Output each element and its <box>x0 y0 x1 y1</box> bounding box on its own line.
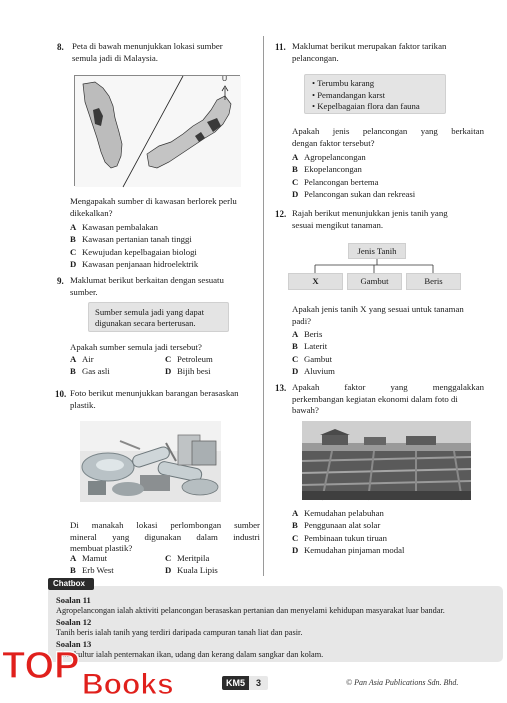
fish-farm-photo-svg <box>302 421 471 500</box>
q12-stem-line: sesuai mengikut tanaman. <box>292 219 384 230</box>
q8-stem-line: Peta di bawah menunjukkan lokasi sumber <box>72 41 223 51</box>
option-letter: C <box>292 532 299 543</box>
option-letter: B <box>292 520 298 531</box>
q11-bullet: • Terumbu karang <box>312 78 375 88</box>
q9-stem-line: sumber. <box>70 286 98 297</box>
q8-stem-line: semula jadi di Malaysia. <box>72 52 158 63</box>
q12-option[interactable] <box>292 353 484 365</box>
q13-stem-line: Apakah faktor yang menggalakkan <box>292 382 484 392</box>
option-letter: A <box>292 329 299 339</box>
q10-stem-line: plastik. <box>70 399 96 410</box>
option-text: Air <box>82 354 94 364</box>
page-number: 3 <box>249 676 268 690</box>
option-letter: C <box>165 354 172 364</box>
option-letter: B <box>292 341 298 352</box>
q12-question-line: Apakah jenis tanih X yang sesuai untuk tanaman <box>292 304 464 314</box>
q10-option[interactable] <box>165 552 260 564</box>
option-letter: C <box>165 553 172 563</box>
option-letter: C <box>292 353 299 364</box>
q10-option[interactable] <box>165 564 260 576</box>
q13-stem <box>292 382 484 417</box>
q8-option[interactable] <box>70 233 260 245</box>
chatbox-text: Agropelancongan ialah aktiviti pelancongan berasaskan pertanian dan menyelami kehidupan masyarakat luar bandar. <box>56 606 445 615</box>
option-letter: B <box>70 565 76 576</box>
q12-question <box>292 304 484 327</box>
option-text: Penggunaan alat solar <box>304 520 381 531</box>
option-letter: B <box>70 366 76 377</box>
option-text: Aluvium <box>304 366 335 377</box>
bullet-text: Terumbu karang <box>317 78 375 88</box>
option-text: Beris <box>304 329 323 339</box>
option-text: Kawasan pertanian tanah tinggi <box>82 234 192 245</box>
q12-stem-line: Rajah berikut menunjukkan jenis tanih yang <box>292 208 448 218</box>
bullet-text: Kepelbagaian flora dan fauna <box>317 101 420 112</box>
option-text: Bijih besi <box>177 366 211 377</box>
q10-option[interactable] <box>70 564 165 576</box>
q11-option[interactable] <box>292 163 484 175</box>
q9-box-line: Sumber semula jadi yang dapat <box>95 307 205 317</box>
soil-tree-child-gambut: Gambut <box>347 273 402 290</box>
option-letter: A <box>70 222 77 232</box>
chatbox-heading: Soalan 11 <box>56 595 91 605</box>
page-badge <box>222 676 268 690</box>
option-letter: A <box>70 354 77 364</box>
topbooks-logo-svg <box>0 638 174 701</box>
q9-option[interactable] <box>70 353 165 365</box>
q11-bullet: • Kepelbagaian flora dan fauna <box>312 101 420 112</box>
q11-stem <box>292 41 484 64</box>
soil-tree-child-x: X <box>288 273 343 290</box>
option-text: Kuala Lipis <box>177 565 218 576</box>
option-text: Kawasan penjanaan hidroelektrik <box>82 259 199 270</box>
chatbox-text: Tanih beris ialah tanih yang terdiri daripada campuran tanah liat dan pasir. <box>56 628 303 637</box>
option-letter: D <box>70 259 77 270</box>
q11-option[interactable] <box>292 188 484 200</box>
copyright: © Pan Asia Publications Sdn. Bhd. <box>346 678 459 687</box>
q9-options <box>70 353 260 378</box>
chatbox-heading: Soalan 12 <box>56 617 92 627</box>
q10-question-line: mineral yang digunakan dalam industri <box>70 531 260 542</box>
option-text: Kewujudan kepelbagaian biologi <box>82 246 197 257</box>
option-letter: D <box>292 189 299 200</box>
column-divider <box>263 36 264 576</box>
chatbox-tab: Chatbox <box>48 578 94 590</box>
q8-question <box>70 196 260 219</box>
q10-question-line: membuat plastik? <box>70 543 133 554</box>
q12-question-line: padi? <box>292 315 312 326</box>
q10-options <box>70 552 260 577</box>
option-text: Kemudahan pelabuhan <box>304 508 384 518</box>
q13-stem-line: perkembangan kegiatan ekonomi dalam foto di <box>292 393 458 404</box>
option-text: Meritpila <box>177 553 210 563</box>
q13-option[interactable] <box>292 544 484 556</box>
q11-info-box <box>304 74 446 114</box>
option-text: Agropelancongan <box>304 152 366 162</box>
q9-stem-line: Maklumat berikut berkaitan dengan sesuatu <box>70 275 224 285</box>
q11-bullet: • Pemandangan karst <box>312 89 386 100</box>
q11-question-line: dengan faktor tersebut? <box>292 137 375 148</box>
chatbox-text: Akuakultur ialah penternakan ikan, udang dan kerang dalam sangkar dan kolam. <box>56 650 324 659</box>
option-text: Mamut <box>82 553 108 563</box>
q8-options <box>70 221 260 270</box>
q11-question <box>292 126 484 149</box>
q10-question-line: Di manakah lokasi perlombongan sumber <box>70 520 260 530</box>
plastic-items-photo <box>80 421 221 502</box>
bullet-text: Pemandangan karst <box>317 89 386 100</box>
q11-stem-line: pelancongan. <box>292 52 339 63</box>
q13-number: 13. <box>275 383 287 393</box>
malaysia-map <box>74 75 240 186</box>
q12-options <box>292 328 484 377</box>
q12-option[interactable] <box>292 365 484 377</box>
q13-option[interactable] <box>292 519 484 531</box>
option-letter: D <box>165 366 172 377</box>
q8-number: 8. <box>57 42 64 52</box>
q9-option[interactable] <box>70 365 165 377</box>
q11-question-line: Apakah jenis pelancongan yang berkaitan <box>292 126 484 136</box>
page-badge-code: KM5 <box>222 676 249 690</box>
option-text: Kawasan pembalakan <box>82 222 158 232</box>
q10-number: 10. <box>55 389 67 399</box>
q10-question <box>70 520 260 555</box>
q12-option[interactable] <box>292 340 484 352</box>
q9-option[interactable] <box>165 353 260 365</box>
q10-stem-line: Foto berikut menunjukkan barangan berasaskan <box>70 388 239 398</box>
north-label: U <box>222 76 228 83</box>
q9-info-box <box>88 302 229 332</box>
option-text: Erb West <box>82 565 114 576</box>
option-letter: D <box>165 565 172 576</box>
q11-option[interactable] <box>292 151 484 163</box>
option-letter: C <box>292 176 299 187</box>
svg-text:TOP: TOP <box>2 645 80 687</box>
q11-number: 11. <box>275 42 286 52</box>
q10-option[interactable] <box>70 552 165 564</box>
soil-tree-child-beris: Beris <box>406 273 461 290</box>
plastic-items-photo-svg <box>80 421 221 502</box>
q9-question: Apakah sumber semula jadi tersebut? <box>70 342 202 352</box>
option-text: Pelancongan bertema <box>304 176 379 187</box>
chatbox-heading: Soalan 13 <box>56 639 92 649</box>
option-text: Laterit <box>304 341 328 352</box>
fish-farm-photo <box>302 421 471 500</box>
q8-option[interactable] <box>70 258 260 270</box>
q8-option[interactable] <box>70 246 260 258</box>
q13-stem-line: bawah? <box>292 405 319 416</box>
q13-option[interactable] <box>292 532 484 544</box>
q12-option[interactable] <box>292 328 484 340</box>
option-letter: D <box>292 545 299 556</box>
malaysia-map-svg <box>75 76 241 187</box>
q8-question-line: Mengapakah sumber di kawasan berlorek perlu <box>70 196 237 206</box>
option-letter: A <box>292 152 299 162</box>
q9-stem <box>70 275 260 298</box>
q12-stem <box>292 208 484 231</box>
option-letter: A <box>292 508 299 518</box>
q9-option[interactable] <box>165 365 260 377</box>
option-letter: B <box>70 234 76 245</box>
q8-option[interactable] <box>70 221 260 233</box>
option-text: Gas asli <box>82 366 110 377</box>
option-letter: A <box>70 553 77 563</box>
svg-text:Books: Books <box>82 668 174 701</box>
soil-tree-root: Jenis Tanih <box>348 243 406 259</box>
q11-stem-line: Maklumat berikut merupakan faktor tarikan <box>292 41 447 51</box>
q13-option[interactable] <box>292 507 484 519</box>
option-text: Gambut <box>304 353 332 364</box>
option-letter: B <box>292 164 298 175</box>
option-letter: C <box>70 246 77 257</box>
q12-number: 12. <box>275 209 287 219</box>
option-text: Ekopelancongan <box>304 164 362 175</box>
option-text: Pembinaan tukun tiruan <box>304 532 387 543</box>
q8-stem <box>72 41 258 64</box>
q8-question-line: dikekalkan? <box>70 207 113 218</box>
option-text: Pelancongan sukan dan rekreasi <box>304 189 416 200</box>
q13-options <box>292 507 484 556</box>
option-letter: D <box>292 366 299 377</box>
q9-box-line: digunakan secara berterusan. <box>95 318 196 329</box>
option-text: Kemudahan pinjaman modal <box>304 545 405 556</box>
q11-options <box>292 151 484 200</box>
topbooks-logo <box>0 638 174 701</box>
option-text: Petroleum <box>177 354 213 364</box>
q11-option[interactable] <box>292 176 484 188</box>
q9-number: 9. <box>57 276 64 286</box>
q10-stem <box>70 388 260 411</box>
